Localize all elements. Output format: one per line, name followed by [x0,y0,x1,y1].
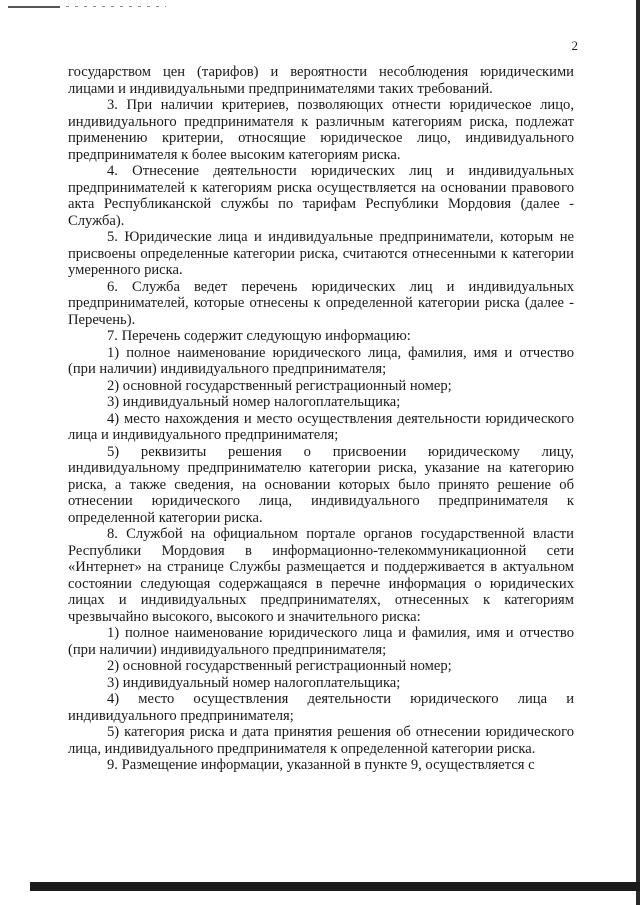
paragraph: 5) реквизиты решения о присвоении юридическому лицу, индивидуальному предпринимателю категории риска, указание на категорию риска, а также сведения, на основании которых было принято решение об отнесении юридического лица, индивидуального предпринимателя к определенной категории риска. [68,443,574,526]
paragraph: 4) место осуществления деятельности юридического лица и индивидуального предпринимателя; [68,691,574,724]
paragraph: 2) основной государственный регистрационный номер; [107,658,452,674]
page-number: 2 [571,38,578,53]
scan-edge-dots [66,6,166,7]
paragraph: 4) место нахождения и место осуществления деятельности юридического лица и индивидуального предпринимателя; [68,410,574,443]
scan-edge-bottom [30,882,640,891]
paragraph: 1) полное наименование юридического лица, фамилия, имя и отчество (при наличии) индивидуального предпринимателя; [68,344,574,377]
paragraph: 5. Юридические лица и индивидуальные предприниматели, которым не присвоены определенные категории риска, считаются отнесенными к категории умеренного риска. [68,229,574,278]
paragraph: 3. При наличии критериев, позволяющих отнести юридическое лицо, индивидуального предпринимателя к различным категориям риска, подлежат применению критерии, относящие юридическое лицо, индивидуального предпринимателя к более высоким категориям риска. [68,97,574,163]
paragraph: 3) индивидуальный номер налогоплательщика; [107,394,401,410]
paragraph: 2) основной государственный регистрационный номер; [107,377,452,394]
paragraph: 4. Отнесение деятельности юридических лиц и индивидуальных предпринимателей к категориям риска осуществляется на основании правового акта Республиканской службы по тарифам Республики Мордовия (далее - Служба). [68,163,574,229]
paragraph: 3) индивидуальный номер налогоплательщика; [107,674,401,691]
paragraph: 6. Служба ведет перечень юридических лиц и индивидуальных предпринимателей, которые отнесены к определенной категории риска (далее - Перечень). [68,278,574,328]
paragraph: государством цен (тарифов) и вероятности несоблюдения юридическими лицами и индивидуальными предпринимателями таких требований. [68,64,574,97]
paragraph: 1) полное наименование юридического лица и фамилия, имя и отчество (при наличии) индивидуального предпринимателя; [68,625,574,658]
scan-edge-mark [8,6,60,8]
paragraph: 7. Перечень содержит следующую информацию: [107,328,411,344]
scan-edge-right [636,0,640,905]
paragraph: 5) категория риска и дата принятия решения об отнесении юридического лица, индивидуального предпринимателя к определенной категории риска. [68,724,574,757]
document-body [68,64,574,774]
paragraph: 8. Службой на официальном портале органов государственной власти Республики Мордовия в информационно-телекоммуникационной сети «Интернет» на странице Службы размещается и поддерживается в актуальном состоянии следующая содержащаяся в перечне информация о юридических лицах и индивидуальных предпринимателях, отнесенных к категориям чрезвычайно высокого, высокого и значительного риска: [68,526,574,625]
paragraph: 9. Размещение информации, указанной в пункте 9, осуществляется с [107,757,535,773]
